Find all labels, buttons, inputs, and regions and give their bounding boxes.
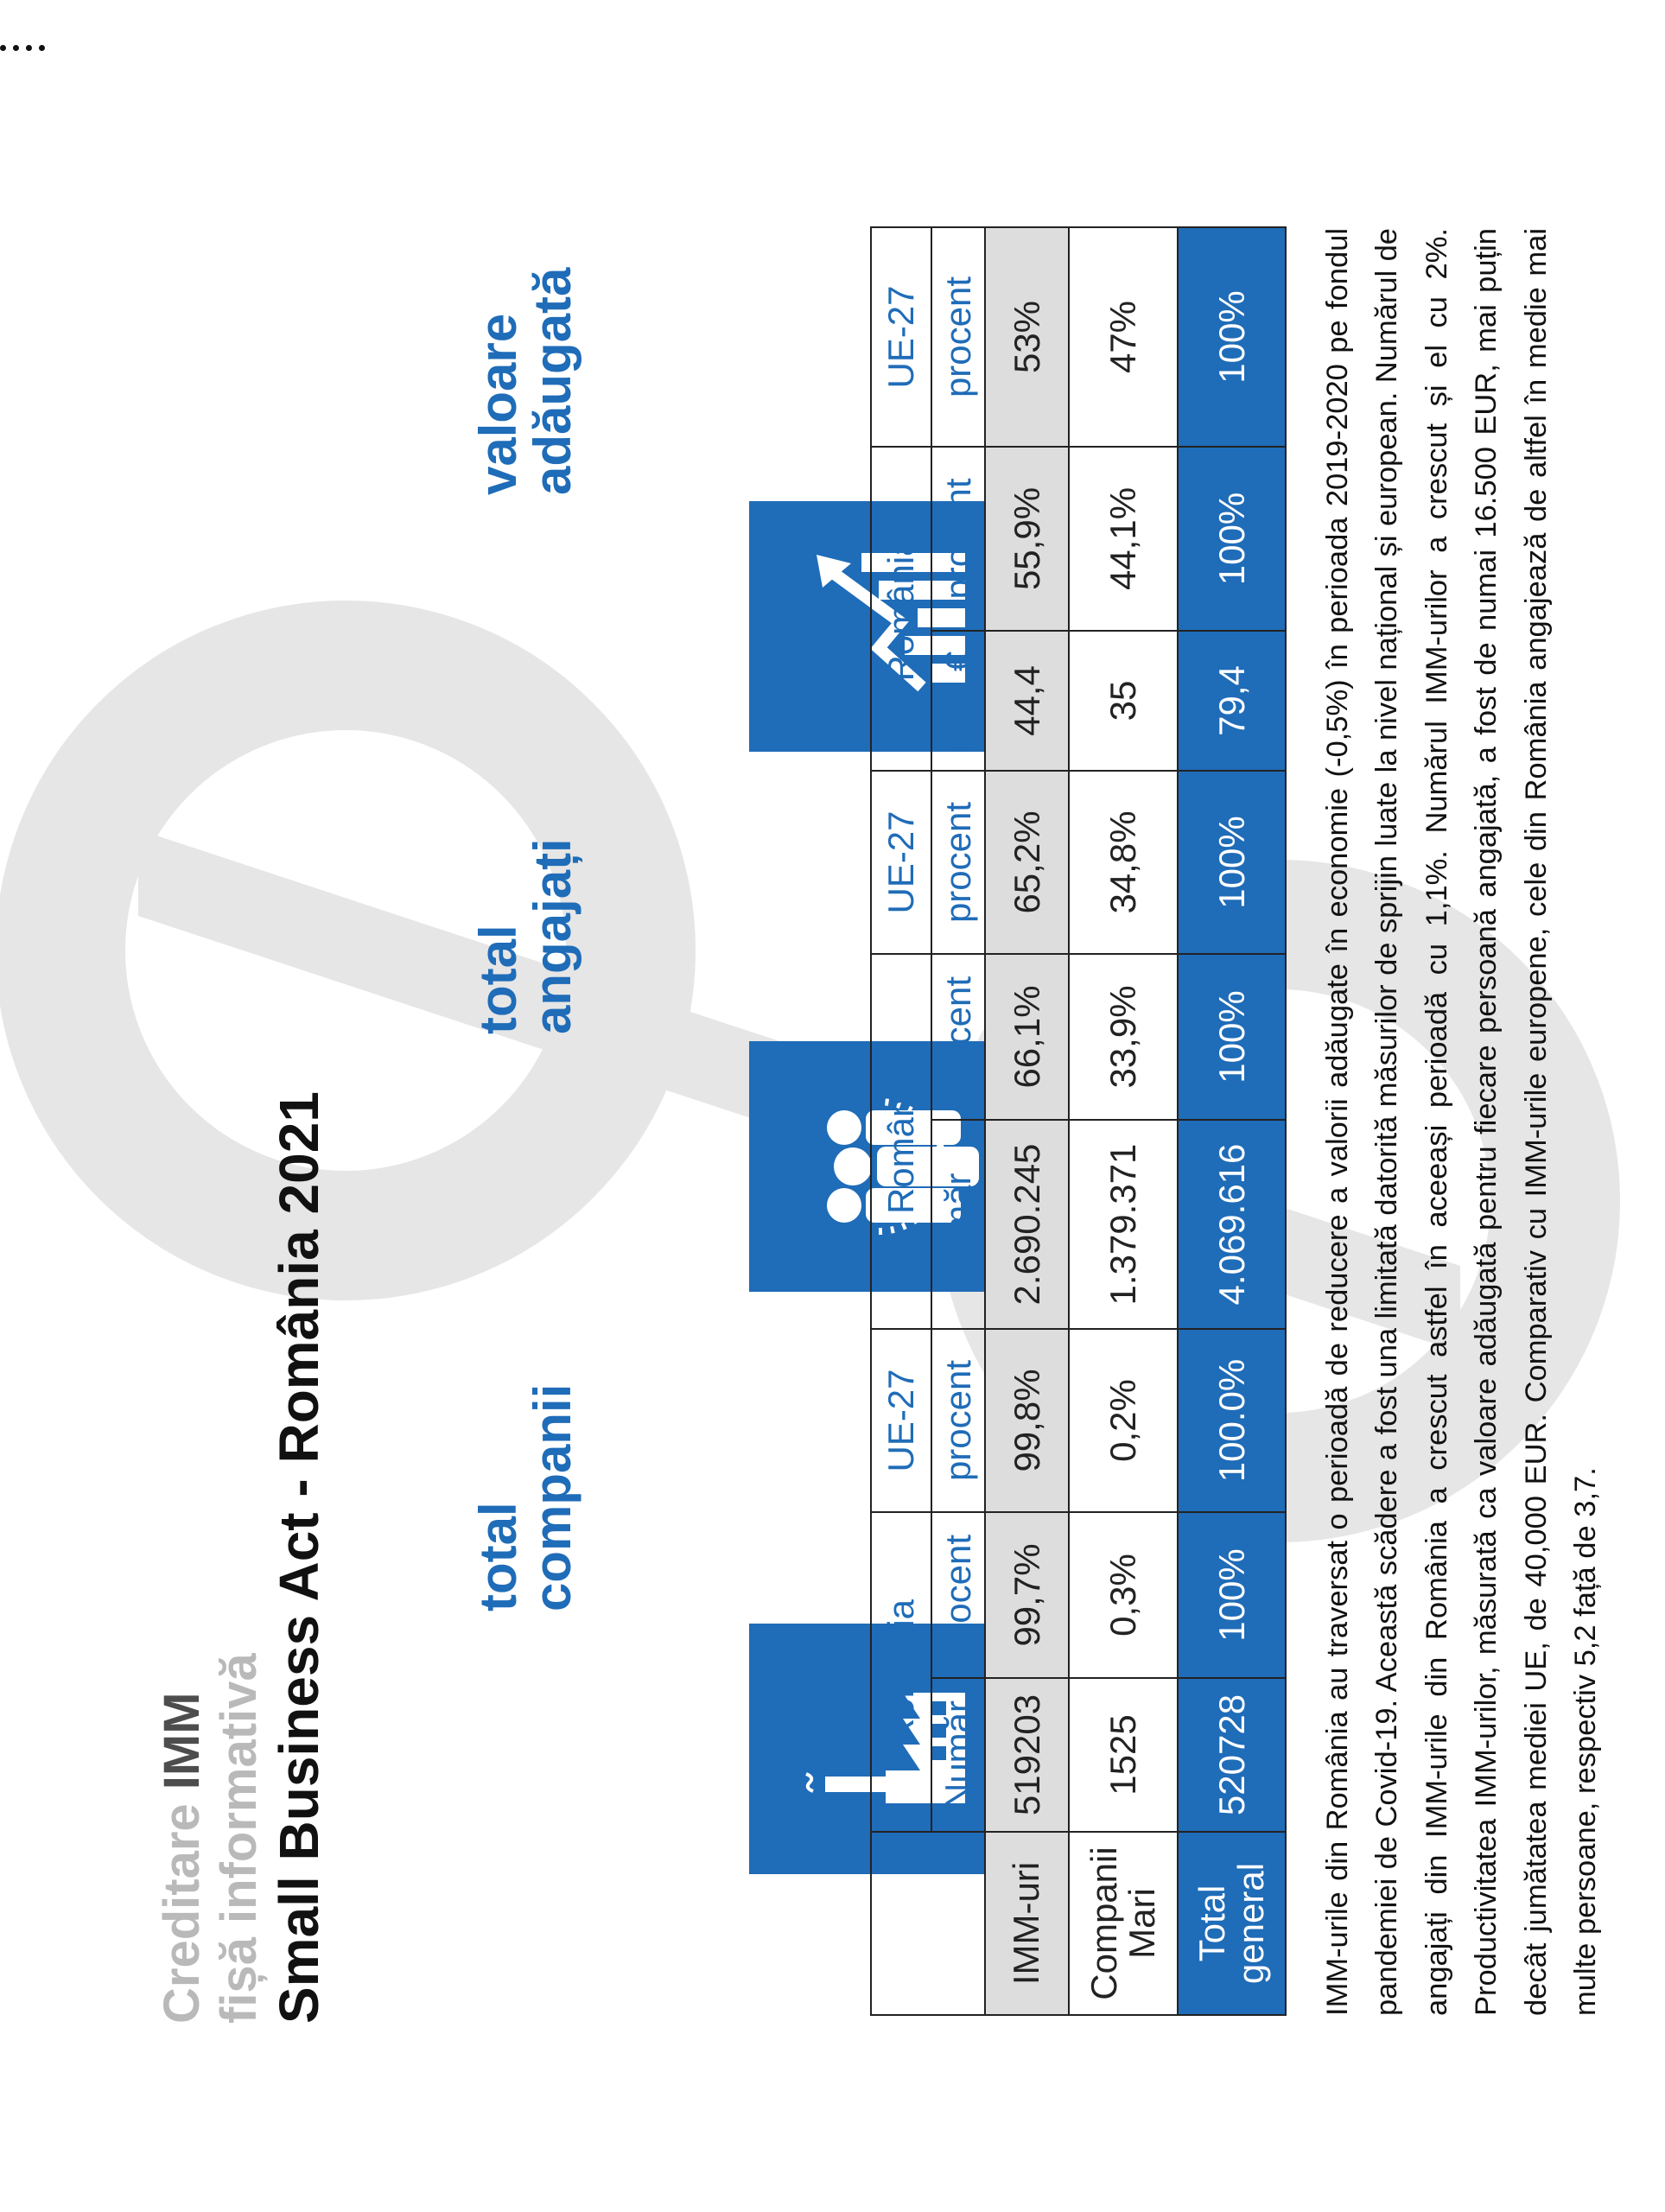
table-cell: 35 <box>1069 631 1178 771</box>
table-cell: 519203 <box>985 1678 1069 1832</box>
table-cell: 4.069.616 <box>1178 1120 1286 1329</box>
row-label: Total general <box>1178 1832 1286 2015</box>
group-header-ue-valoare: UE-27 <box>871 227 931 447</box>
indicator-label-companii: total companii <box>469 1383 581 1611</box>
indicator-label-valoare: valoare adăugată <box>469 267 581 495</box>
sub-header: procent <box>931 954 985 1120</box>
table-sub-header <box>931 227 985 2015</box>
table-row <box>1178 227 1286 2015</box>
group-header-romania-valoare: România <box>871 447 931 771</box>
table-cell: 44,1% <box>1069 447 1178 631</box>
table-cell: 99,8% <box>985 1329 1069 1512</box>
table-group-header <box>871 227 931 2015</box>
group-header-romania-angajati: România <box>871 954 931 1329</box>
table-row <box>985 227 1069 2015</box>
table-cell: 44,4 <box>985 631 1069 771</box>
indicator-label-angajati: total angajați <box>469 838 581 1034</box>
header <box>154 1091 330 2024</box>
statistics-table <box>870 226 1287 2016</box>
row-label: Companii Mari <box>1069 1832 1178 2015</box>
sub-header: mld. € <box>931 631 985 771</box>
table-cell: 1525 <box>1069 1678 1178 1832</box>
sub-header: număr <box>931 1120 985 1329</box>
table-cell: 47% <box>1069 227 1178 447</box>
table-cell: 1.379.371 <box>1069 1120 1178 1329</box>
table-cell: 100% <box>1178 227 1286 447</box>
sub-header: procent <box>931 771 985 954</box>
table-cell: 34,8% <box>1069 771 1178 954</box>
table-cell: 55,9% <box>985 447 1069 631</box>
table-cell: 100% <box>1178 771 1286 954</box>
table-cell: 79,4 <box>1178 631 1286 771</box>
group-header-ue-companii: UE-27 <box>871 1329 931 1512</box>
row-label: IMM-uri <box>985 1832 1069 2015</box>
table-cell: 65,2% <box>985 771 1069 954</box>
sub-header: procent <box>931 447 985 631</box>
sub-header: procent <box>931 227 985 447</box>
table-cell: 100% <box>1178 1512 1286 1678</box>
table-cell: 0,2% <box>1069 1329 1178 1512</box>
sub-header: Număr <box>931 1678 985 1832</box>
group-header-romania-companii: România <box>871 1512 931 1832</box>
table-cell: 100% <box>1178 954 1286 1120</box>
table-cell: 100.0% <box>1178 1329 1286 1512</box>
table-row <box>1069 227 1178 2015</box>
sub-header: procent <box>931 1329 985 1512</box>
summary-paragraph: IMM-urile din România au traversat o perioadă de reducere a valorii adăugate în economie (-0,5%) în perioada 2019-2020 pe fondul pandemiei de Covid-19. Această scădere a fost una limitată datorită măsurilor de sprijin luate la nivel național și european. Numărul de angajați din IMM-urile din România a crescut astfel în aceeași perioadă cu 1,1%. Numărul IMM-urilor a crescut și el cu 2%. Productivitatea IMM-urilor, măsurată ca valoare adăugată pentru fiecare persoană angajată, a fost de numai 16.500 EUR, mai puțin decât jumătatea mediei UE, de 40,000 EUR. Comparativ cu IMM-urile europene, cele din România angajează de altfel în medie mai multe persoane, respectiv 5,2 față de 3,7. <box>1321 228 1603 2016</box>
table-cell: 2.690.245 <box>985 1120 1069 1329</box>
table-cell: 0,3% <box>1069 1512 1178 1678</box>
table-cell: 53% <box>985 227 1069 447</box>
group-header-ue-angajati: UE-27 <box>871 771 931 954</box>
table-cell: 100% <box>1178 447 1286 631</box>
header-line1: Creditare IMM <box>154 1692 210 2024</box>
header-line2: fișă informativă <box>211 1653 267 2024</box>
table-corner <box>871 1832 985 2015</box>
table-cell: 66,1% <box>985 954 1069 1120</box>
table-cell: 99,7% <box>985 1512 1069 1678</box>
sub-header: procent <box>931 1512 985 1678</box>
table-cell: 33,9% <box>1069 954 1178 1120</box>
table-cell: 520728 <box>1178 1678 1286 1832</box>
page-title: Small Business Act - România 2021 <box>268 1091 330 2024</box>
